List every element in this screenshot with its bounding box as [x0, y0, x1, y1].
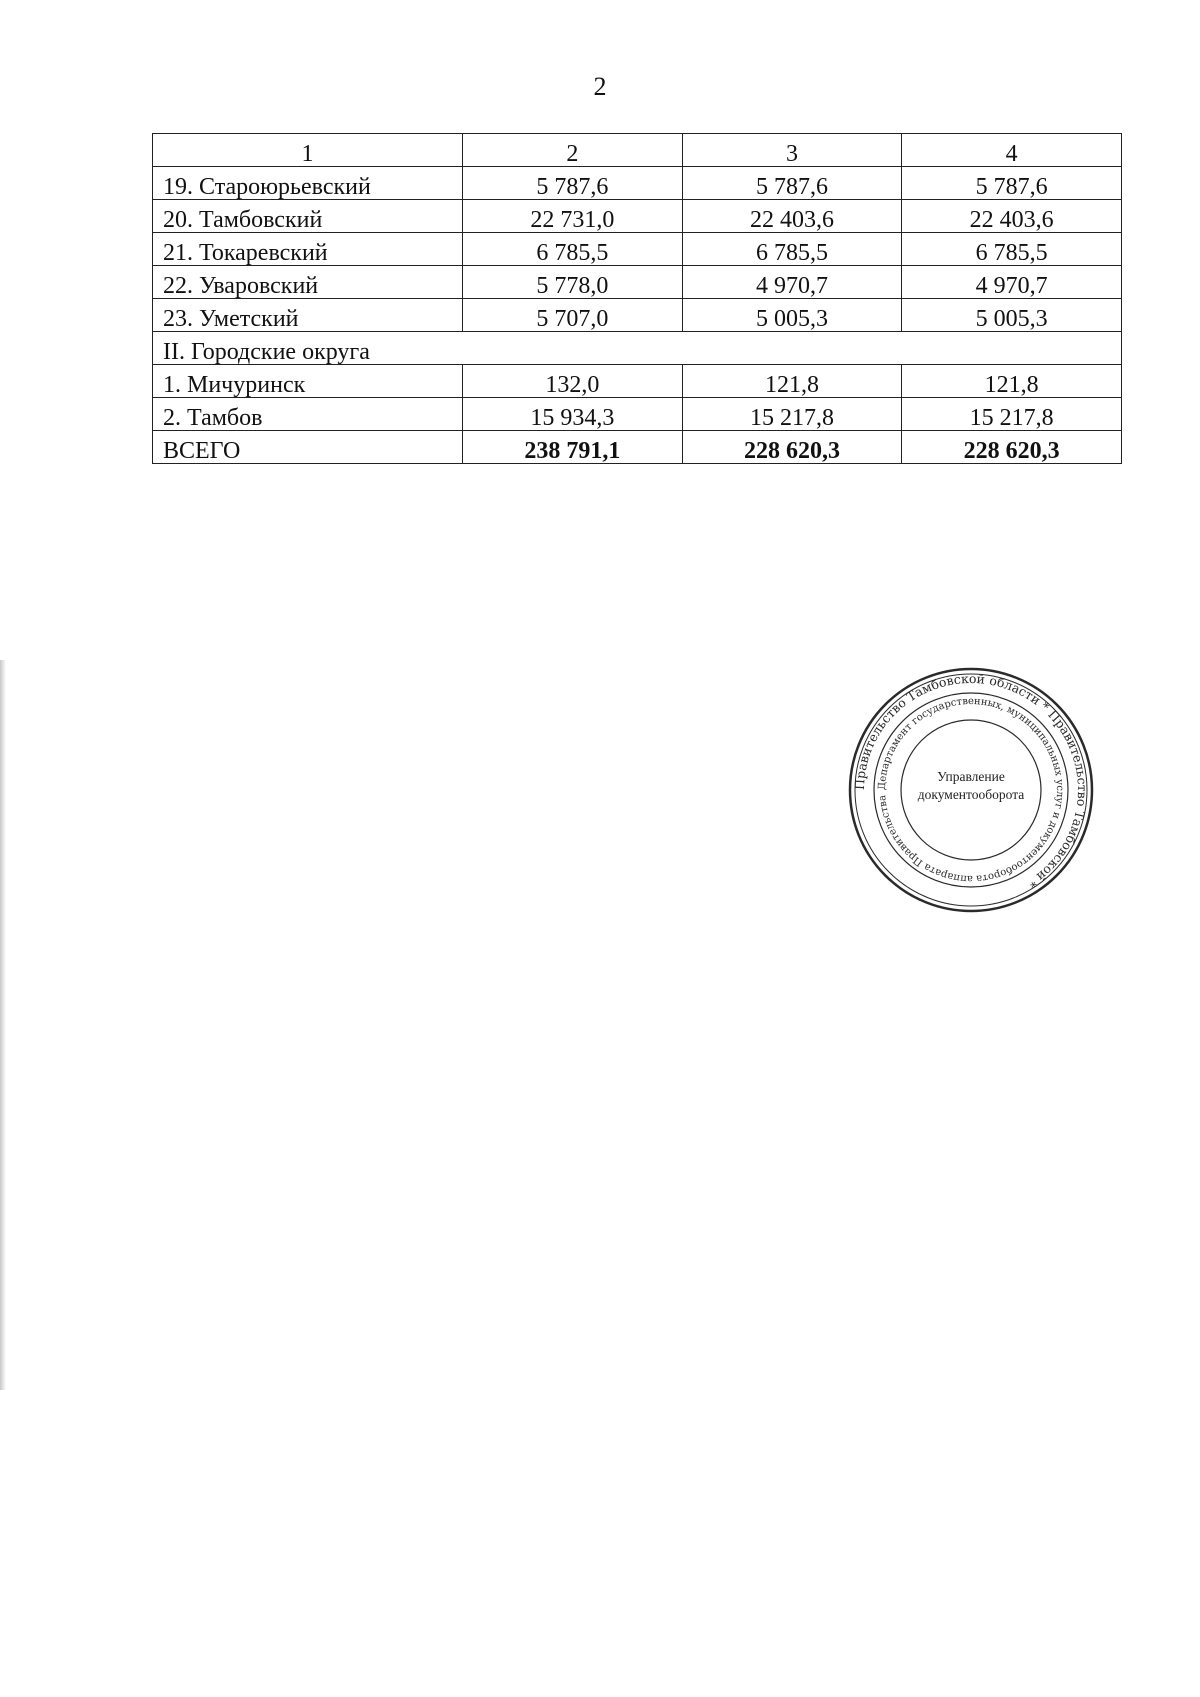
stamp-outer-text: Правительство Тамбовской области * Правительство Тамбовской *	[851, 670, 1091, 892]
value-cell: 5 005,3	[902, 299, 1122, 332]
value-cell: 6 785,5	[902, 233, 1122, 266]
section-row	[153, 332, 1122, 365]
district-name: 2. Тамбов	[153, 398, 463, 431]
column-header: 3	[682, 134, 902, 167]
total-value: 228 620,3	[902, 431, 1122, 464]
value-cell: 5 707,0	[463, 299, 683, 332]
total-label: ВСЕГО	[153, 431, 463, 464]
value-cell: 15 217,8	[902, 398, 1122, 431]
value-cell: 5 005,3	[682, 299, 902, 332]
district-name: 1. Мичуринск	[153, 365, 463, 398]
stamp-center-line2: документооборота	[917, 786, 1025, 802]
value-cell: 22 731,0	[463, 200, 683, 233]
table-row	[153, 233, 1122, 266]
value-cell: 15 934,3	[463, 398, 683, 431]
table-row	[153, 365, 1122, 398]
stamp-center	[906, 768, 1036, 803]
stamp-inner-text: Департамент государственных, муниципальных услуг и документооборота аппарата Правительства	[876, 695, 1066, 885]
table-row	[153, 167, 1122, 200]
official-stamp	[846, 665, 1096, 915]
table-row	[153, 200, 1122, 233]
total-value: 228 620,3	[682, 431, 902, 464]
value-cell: 132,0	[463, 365, 683, 398]
value-cell: 22 403,6	[682, 200, 902, 233]
section-title: II. Городские округа	[153, 332, 1122, 365]
page-number: 2	[593, 72, 607, 101]
value-cell: 5 787,6	[682, 167, 902, 200]
stamp-center-line1: Управление	[937, 769, 1005, 784]
value-cell: 5 787,6	[902, 167, 1122, 200]
budget-table	[152, 133, 1122, 464]
column-header: 2	[463, 134, 683, 167]
column-header: 1	[153, 134, 463, 167]
value-cell: 15 217,8	[682, 398, 902, 431]
column-header: 4	[902, 134, 1122, 167]
value-cell: 6 785,5	[682, 233, 902, 266]
scan-edge-shadow	[0, 660, 6, 1390]
value-cell: 6 785,5	[463, 233, 683, 266]
district-name: 20. Тамбовский	[153, 200, 463, 233]
value-cell: 121,8	[682, 365, 902, 398]
district-name: 23. Уметский	[153, 299, 463, 332]
table-row	[153, 266, 1122, 299]
table-header-row	[153, 134, 1122, 167]
value-cell: 5 787,6	[463, 167, 683, 200]
total-value: 238 791,1	[463, 431, 683, 464]
value-cell: 5 778,0	[463, 266, 683, 299]
value-cell: 121,8	[902, 365, 1122, 398]
district-name: 22. Уваровский	[153, 266, 463, 299]
district-name: 21. Токаревский	[153, 233, 463, 266]
value-cell: 4 970,7	[682, 266, 902, 299]
total-row	[153, 431, 1122, 464]
table-row	[153, 299, 1122, 332]
district-name: 19. Староюрьевский	[153, 167, 463, 200]
value-cell: 22 403,6	[902, 200, 1122, 233]
table-row	[153, 398, 1122, 431]
value-cell: 4 970,7	[902, 266, 1122, 299]
